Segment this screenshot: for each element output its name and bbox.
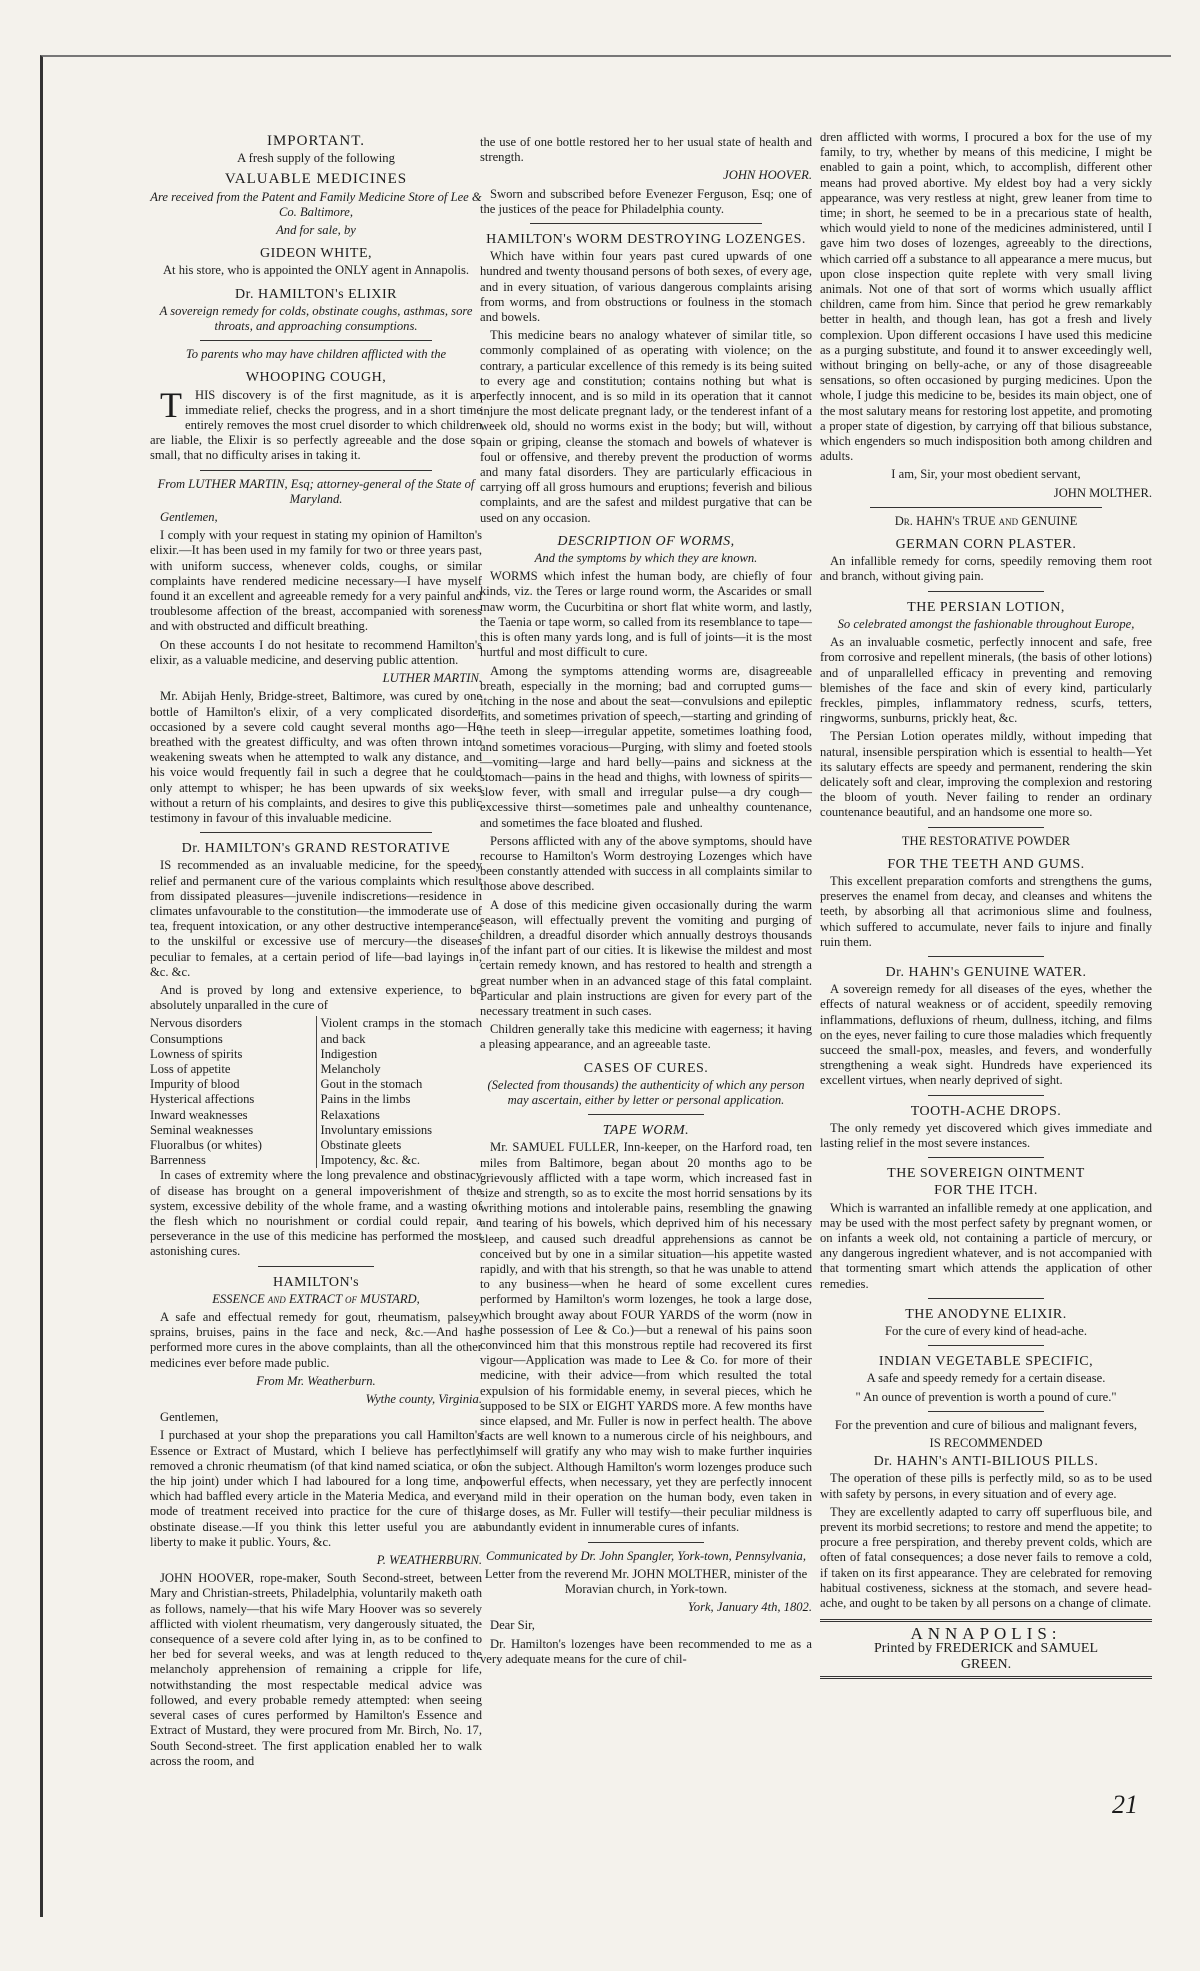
ailments-left-column: [150, 1016, 317, 1168]
ailment-item: Pains in the limbs: [320, 1092, 411, 1107]
paragraph: IS recommended as an invaluable medicine, for the speedy relief and permanent cure of the various complaints which result from dissipated pleasures—juvenile indiscretions—residence in climates unfavourable to the constitution—the immoderate use of tea, frequent intoxication, or any other destructive intemperance to the unskilful or excessive use of mercury—the diseases peculiar to females, at a certain period of life—bad layings in, &c. &c.: [150, 858, 482, 979]
heading-genuine-water: Dr. HAHN's GENUINE WATER.: [885, 964, 1087, 980]
closing-line: I am, Sir, your most obedient servant,: [891, 467, 1081, 482]
paragraph: A safe and effectual remedy for gout, rheumatism, palsey, sprains, bruises, pains in the face and neck, &c.—And has performed more cures in the above complaints, than all the other medicines ever before made public.: [150, 1310, 482, 1370]
plaster-line: Dr. HAHN's TRUE and GENUINE: [894, 513, 1078, 528]
column-middle: [480, 135, 812, 1670]
heading-worm-lozenges: HAMILTON's WORM DESTROYING LOZENGES.: [486, 232, 806, 248]
divider: [588, 1542, 704, 1543]
divider: [870, 507, 1102, 508]
letter-source: From LUTHER MARTIN, Esq; attorney-general of the State of Maryland.: [157, 476, 475, 506]
heading-for-the-itch: FOR THE ITCH.: [934, 1183, 1038, 1199]
ailment-item: Obstinate gleets: [320, 1137, 402, 1152]
ailment-item: Loss of appetite: [150, 1061, 231, 1076]
ailment-item: Consumptions: [150, 1031, 223, 1046]
letter-place: Wythe county, Virginia.: [365, 1392, 482, 1407]
paragraph: And is proved by long and extensive experience, to be absolutely unparalled in the cure of: [150, 982, 482, 1013]
paragraph-text: HIS discovery is of the first magnitude, as it is an immediate relief, checks the progress, and in a short time entirely removes the most cruel disorder to which children are liable, the Elixir is so perfectly agreeable and the dose so small, that no difficulty arises in taking it.: [150, 387, 482, 463]
ailment-item: Relaxations: [320, 1107, 380, 1122]
heading-whooping-cough: WHOOPING COUGH,: [245, 370, 387, 386]
ailments-right-column: [321, 1016, 483, 1168]
heading-tape-worm: TAPE WORM.: [602, 1123, 690, 1139]
paragraph: A safe and speedy remedy for a certain disease.: [866, 1371, 1106, 1386]
ailment-item: Barrenness: [150, 1153, 206, 1168]
divider: [200, 832, 432, 833]
paragraph: This medicine bears no analogy whatever of similar title, so commonly complained of as operating with violence; on the contrary, a particular excellence of this remedy is its being suited to every age and constitution; contains nothing but what is perfectly innocent, and is so mild in its operation that it cannot injure the most delicate pregnant lady, or the tenderest infant of a week old, should no worms exist in the body; but will, without pain or griping, cleanse the stomach and bowels of whatever is foul or offensive, and thereby prevent the production of worms and many fatal disorders. They are particularly efficacious in carrying off all gross humours and eruptions; feverish and bilious complaints, and are the safest and mildest purgative that can be used on any occasion.: [480, 328, 812, 525]
paragraph: I purchased at your shop the preparations you call Hamilton's Essence or Extract of Mustard, which I believe has perfectly removed a chronic rheumatism (of that kind named sciatica, or of the hip joint) under which I had laboured for a long time, and which had baffled every article in the Materia Medica, and every mode of treatment received into practice for the cure of this obstinate disease.—If you think this letter useful you are at liberty to make it public. Yours, &c.: [150, 1428, 482, 1549]
paragraph: Sworn and subscribed before Evenezer Ferguson, Esq; one of the justices of the peace for Philadelphia county.: [480, 186, 812, 216]
lotion-subtitle: So celebrated amongst the fashionable throughout Europe,: [837, 616, 1135, 631]
heading-grand-restorative: Dr. HAMILTON's GRAND RESTORATIVE: [181, 841, 451, 857]
recommended-line: IS RECOMMENDED: [929, 1436, 1043, 1451]
essence-subtitle: ESSENCE and EXTRACT of MUSTARD,: [212, 1291, 420, 1306]
divider: [928, 1298, 1044, 1299]
ailment-item: Violent cramps in the stomach and back: [320, 1016, 482, 1046]
cases-subtitle: (Selected from thousands) the authenticity of which any person may ascertain, either by letter or personal application.: [487, 1077, 805, 1107]
heading-corn-plaster: GERMAN CORN PLASTER.: [895, 537, 1077, 553]
ailment-item: Lowness of spirits: [150, 1046, 243, 1061]
drop-cap: T: [160, 384, 182, 425]
paragraph: Among the symptoms attending worms are, disagreeable breath, especially in the morning; bad and corrupted gums—itching in the nose and about the seat—convulsions and epileptic fits, and sometimes privation of speech,—starting and grinding of the teeth in sleep—irregular appetite, sometimes loathing food, and sometimes voracious—Purging, with slimy and foeted stools—vomiting—large and hard belly—pains and sickness at the stomach—pains in the head and thighs, with lowness of spirits—slow fever, with small and irregular pulse—a dry cough—excessive thirst—sometimes pale and unhealthy countenance, and sometimes the face bloated and flushed.: [480, 663, 812, 830]
salutation: Gentlemen,: [160, 1410, 219, 1425]
paragraph: dren afflicted with worms, I procured a box for the use of my family, to try, whether by means of this medicine, I might be enabled to gain a point, which, to accomplish, different other means had proved abortive. My eldest boy had a very sickly appearance, was very restless at night, grew leaner from time to time; in short, he seemed to be in a precarious state of health, which would yield to none of the medicines administered, until I gave him two doses of lozenges, agreeably to the directions, which carried off a substance to all appearance a mere mucus, but upon close inspection quite replete with very small living animals. Not one of that sort of worms which usually afflict children, came from him. Since that period he grew remarkably better in health, and though lean, has got a fresh and lively complexion. Upon different occasions I have used this medicine as a purging substitute, and found it to answer exceedingly well, without bringing on belly-ache, or any of those disagreeable sensations, so often occasioned by purging medicines. Upon the whole, I judge this medicine to be, besides its main object, one of the most salutary means for restoring lost appetite, and promoting a proper state of digestion, by carrying off that bilious substance, which engenders so much indisposition both among children and adults.: [820, 130, 1152, 464]
letter-source: From Mr. Weatherburn.: [256, 1373, 376, 1388]
heading-teeth-and-gums: FOR THE TEETH AND GUMS.: [887, 856, 1085, 872]
intro-line: At his store, who is appointed the ONLY agent in Annapolis.: [162, 263, 470, 278]
heading-persian-lotion: THE PERSIAN LOTION,: [907, 599, 1065, 615]
intro-line: A fresh supply of the following: [237, 151, 395, 166]
heading-hamiltons: HAMILTON's: [272, 1274, 360, 1290]
paragraph: As an invaluable cosmetic, perfectly innocent and safe, free from corrosive and repellent minerals, (the basis of other lotions) and of unparallelled efficacy in preventing and removing blemishes of the face and skin of every kind, particularly freckles, pimples, inflammatory redness, scurfs, tetters, ringworms, sunburns, prickly heat, &c.: [820, 635, 1152, 726]
paragraph: WORMS which infest the human body, are chiefly of four kinds, viz. the Teres or large round worm, the Ascarides or small maw worm, the Cucurbitina or short flat white worm, and lastly, the Taenia or tape worm, so called from its resemblance to tape—this is often many yards long, and is full of joints—it is the most hurtful and most difficult to cure.: [480, 569, 812, 660]
ailment-item: Seminal weaknesses: [150, 1122, 254, 1137]
letter-date: York, January 4th, 1802.: [687, 1600, 812, 1615]
paragraph: The only remedy yet discovered which gives immediate and lasting relief in the most severe instances.: [820, 1120, 1152, 1150]
paragraph: Dr. Hamilton's lozenges have been recommended to me as a very adequate means for the cure of chil-: [480, 1636, 812, 1666]
divider: [928, 827, 1044, 828]
divider: [928, 956, 1044, 957]
paragraph: Mr. SAMUEL FULLER, Inn-keeper, on the Harford road, ten miles from Baltimore, began about 20 months ago to be grievously afflicted with a tape worm, which increased fast in size and strength, so as to excite the most horrid sensations by its writhing motions and intolerable pains, resembling the gnawing and tearing of his bowels, which deprived him of his necessary sleep, and caused such dreadful apprehensions as cannot be conceived but by one in a similar situation—his appetite wasted rapidly, and with that his strength, so that he was unable to attend to any business—when he heard of some excellent cures performed by Hamilton's worm lozenges, he took a large dose, which brought away about FOUR YARDS of the worm (now in the possession of Lee & Co.)—but a renewal of his pains soon convinced him that this monstrous reptile had recovered its first vigour—Application was made to Lee & Co. for more of their medicine, with their advice—from which resulted the total expulsion of his formidable enemy, in several pieces, which he supposed to be SIX or EIGHT YARDS more. A few months have since elapsed, and Mr. Fuller is now in perfect health. The above facts are well known to a numerous circle of his neighbours, and himself will gratify any who may wish to make further inquiries on the subject. Although Hamilton's worm lozenges produce such powerful effects, when necessary, yet they are perfectly innocent and mild in their operation on the human body, even taken in large doses, as Mr. Fuller will testify—their peculiar mildness is abundantly evident in innumerable cures of infants.: [480, 1140, 812, 1535]
heading-valuable-medicines: VALUABLE MEDICINES: [224, 171, 408, 188]
paragraph: Which have within four years past cured upwards of one hundred and twenty thousand persons of both sexes, of every age, and in every situation, of various dangerous complaints arising from worms, and from obstructions or foulness in the stomach and bowels.: [480, 249, 812, 325]
quote: " An ounce of prevention is worth a pound of cure.": [855, 1389, 1117, 1404]
signature: JOHN MOLTHER.: [1053, 485, 1152, 500]
column-right: [820, 130, 1152, 1679]
heading-anodyne-elixir: THE ANODYNE ELIXIR.: [905, 1306, 1067, 1322]
paragraph: An infallible remedy for corns, speedily removing them root and branch, without giving pain.: [820, 554, 1152, 584]
paragraph: I comply with your request in stating my opinion of Hamilton's elixir.—It has been used in my family for two or three years past, with uniform success, whenever colds, coughs, or similar complaints have rendered medicine necessary—I have myself found it an excellent and agreeable remedy for a very painful and troublesome affection of the breast, accompanied with soreness and with obstructed and difficult breathing.: [150, 528, 482, 634]
ailment-item: Fluoralbus (or whites): [150, 1137, 262, 1152]
divider: [588, 1114, 704, 1115]
description-subtitle: And the symptoms by which they are known.: [534, 551, 758, 566]
heading-description-of-worms: DESCRIPTION OF WORMS,: [557, 533, 735, 549]
elixir-subtitle: A sovereign remedy for colds, obstinate coughs, asthmas, sore throats, and approaching consumptions.: [159, 303, 473, 334]
ailment-item: Impurity of blood: [150, 1077, 240, 1092]
signature: P. WEATHERBURN.: [376, 1553, 482, 1568]
imprint-place: ANNAPOLIS:: [910, 1624, 1062, 1644]
paragraph: The operation of these pills is perfectly mild, so as to be used with safety by persons, in every situation and of every age.: [820, 1471, 1152, 1501]
ailment-item: Gout in the stomach: [320, 1077, 423, 1092]
paragraph: JOHN HOOVER, rope-maker, South Second-street, between Mary and Christian-streets, Philadelphia, voluntarily maketh oath as follows, namely—that his wife Mary Hoover was so severely afflicted with violent rheumatism, very dangerously situated, the consequence of a severe cold after lying in, as to be confined to her bed for several weeks, and was at length reduced to the melancholy apprehension of remaining a cripple for life, notwithstanding the most respectable medical advice was followed, and every probable remedy attempted: when seeing several cases of cures performed by Hamilton's Essence and Extract of Mustard, they were procured from Mr. Birch, No. 17, South Second-street. The first application enabled her to walk across the room, and: [150, 1571, 482, 1768]
imprint-printer: Printed by FREDERICK and SAMUEL: [874, 1641, 1098, 1657]
paragraph: For the cure of every kind of head-ache.: [884, 1324, 1088, 1339]
communicated-line: Communicated by Dr. John Spangler, York-town, Pennsylvania,: [486, 1548, 806, 1563]
divider: [928, 1345, 1044, 1346]
signature: JOHN HOOVER.: [723, 168, 812, 183]
paragraph: A sovereign remedy for all diseases of the eyes, whether the effects of natural weakness or of accident, speedily removing inflammations, defluxions of rheum, dullness, itching, and films on the eyes, never failing to cure those maladies which frequently succeed the small-pox, measles, and fevers, and wonderfully strengthening a weak sight. Hundreds have experienced its excellent virtues, when nearly deprived of sight.: [820, 982, 1152, 1088]
paragraph: Mr. Abijah Henly, Bridge-street, Baltimore, was cured by one bottle of Hamilton's elixir, of a very complicated disorder occasioned by a severe cold caught several months ago—He breathed with the greatest difficulty, and was often thrown into weakening sweats when he attempted to walk any distance, and his voice would frequently fail in such a degree that he could only attempt to whisper; he has been upwards of six weeks without a return of his complaints, and desires to give this public testimony in favour of this invaluable medicine.: [150, 689, 482, 825]
ailment-item: Involuntary emissions: [320, 1122, 433, 1137]
seller-name: GIDEON WHITE,: [260, 246, 372, 262]
paragraph: The Persian Lotion operates mildly, without impeding that natural, insensible perspiration which is essential to health—Yet its salutary effects are speedy and permanent, rendering the skin delicately soft and clear, improving the complexion and restoring the bloom of youth. Never failing to render an ordinary countenance beautiful, and an handsome one more so.: [820, 729, 1152, 820]
bilious-line: For the prevention and cure of bilious and malignant fevers,: [834, 1417, 1138, 1432]
paragraph: This excellent preparation comforts and strengthens the gums, preserves the enamel from decay, and cleanses and whitens the teeth, by absorbing all that acrimonious slime and foulness, which suffered to accumulate, never fails to injure and finally ruin them.: [820, 873, 1152, 949]
heading-indian-vegetable-specific: INDIAN VEGETABLE SPECIFIC,: [878, 1354, 1094, 1370]
paragraph: A dose of this medicine given occasionally during the warm season, will effectually prevent the vomiting and purging of children, a dreadful disorder which annually destroys thousands of the infant part of our cities. It is likewise the mildest and most certain remedy known, and has restored to health and strength a great number when in an advanced stage of this fatal complaint. Particular and plain instructions are given for every part of the necessary treatment in such cases.: [480, 897, 812, 1018]
divider: [200, 340, 432, 341]
page-number: 21: [1112, 1790, 1138, 1819]
salutation: Gentlemen,: [160, 510, 218, 525]
divider: [530, 223, 762, 224]
divider: [928, 1095, 1044, 1096]
parents-line: To parents who may have children afflicted with the: [185, 347, 447, 362]
paragraph: They are excellently adapted to carry off superfluous bile, and prevent its morbid secretions; to restore and mend the appetite; to procure a free perspiration, and thereby prevent colds, which are often of fatal consequences; a dose never fails to remove a cold, if taken on its first appearance. They are celebrated for removing habitual costiveness, sickness at the stomach, and severe head-ache, and ought to be taken by all persons on a change of climate.: [820, 1504, 1152, 1611]
ailment-item: Nervous disorders: [150, 1016, 242, 1031]
paragraph: [150, 384, 482, 464]
powder-line: THE RESTORATIVE POWDER: [901, 833, 1071, 848]
heading-important: IMPORTANT.: [266, 133, 366, 149]
paragraph: Which is warranted an infallible remedy at one application, and may be used with the most perfect safety by pregnant women, or on infants a week old, not containing a particle of mercury, or any dangerous ingredient whatever, and is not accompanied with that tormenting smart which attends the application of other remedies.: [820, 1200, 1152, 1291]
heading-tooth-ache-drops: TOOTH-ACHE DROPS.: [910, 1103, 1062, 1119]
ailments-list: [150, 1016, 482, 1168]
ailment-item: Inward weaknesses: [150, 1107, 248, 1122]
divider: [928, 591, 1044, 592]
paragraph: Children generally take this medicine with eagerness; it having a pleasing appearance, and an agreeable taste.: [480, 1022, 812, 1052]
divider: [928, 1157, 1044, 1158]
heading-sovereign-ointment: THE SOVEREIGN OINTMENT: [887, 1166, 1085, 1182]
ailment-item: Hysterical affections: [150, 1092, 255, 1107]
heading-cases-of-cures: CASES OF CURES.: [583, 1060, 709, 1076]
divider: [258, 1266, 374, 1267]
paragraph: In cases of extremity where the long prevalence and obstinacy of disease has brought on a general impoverishment of the system, excessive debility of the whole frame, and a wasting of the flesh which no nourishment or cordial could repair, a perseverance in the use of this medicine has performed the most astonishing cures.: [150, 1168, 482, 1259]
ailment-item: Impotency, &c. &c.: [320, 1153, 421, 1168]
heading-anti-bilious-pills: Dr. HAHN's ANTI-BILIOUS PILLS.: [873, 1454, 1099, 1470]
salutation: Dear Sir,: [490, 1618, 535, 1633]
paragraph: On these accounts I do not hesitate to recommend Hamilton's elixir, as a valuable medicine, and deserving public attention.: [150, 637, 482, 667]
paragraph: the use of one bottle restored her to her usual state of health and strength.: [480, 135, 812, 165]
heading-elixir: Dr. HAMILTON's ELIXIR: [235, 286, 397, 302]
intro-line: Are received from the Patent and Family Medicine Store of Lee & Co. Baltimore,: [150, 189, 482, 219]
imprint-block: [820, 1619, 1152, 1679]
divider: [200, 470, 432, 471]
ailment-item: Indigestion: [320, 1046, 378, 1061]
signature: LUTHER MARTIN.: [382, 671, 482, 686]
paragraph: Persons afflicted with any of the above symptoms, should have recourse to Hamilton's Worm destroying Lozenges which have been constantly attended with success in all complaints similar to those above described.: [480, 833, 812, 894]
imprint-printer-name: GREEN.: [960, 1656, 1012, 1672]
intro-line: And for sale, by: [276, 223, 356, 238]
ailment-item: Melancholy: [320, 1061, 381, 1076]
divider: [928, 1411, 1044, 1412]
letter-source: Letter from the reverend Mr. JOHN MOLTHER, minister of the Moravian church, in York-town.: [484, 1566, 808, 1597]
column-left: [150, 128, 482, 1772]
